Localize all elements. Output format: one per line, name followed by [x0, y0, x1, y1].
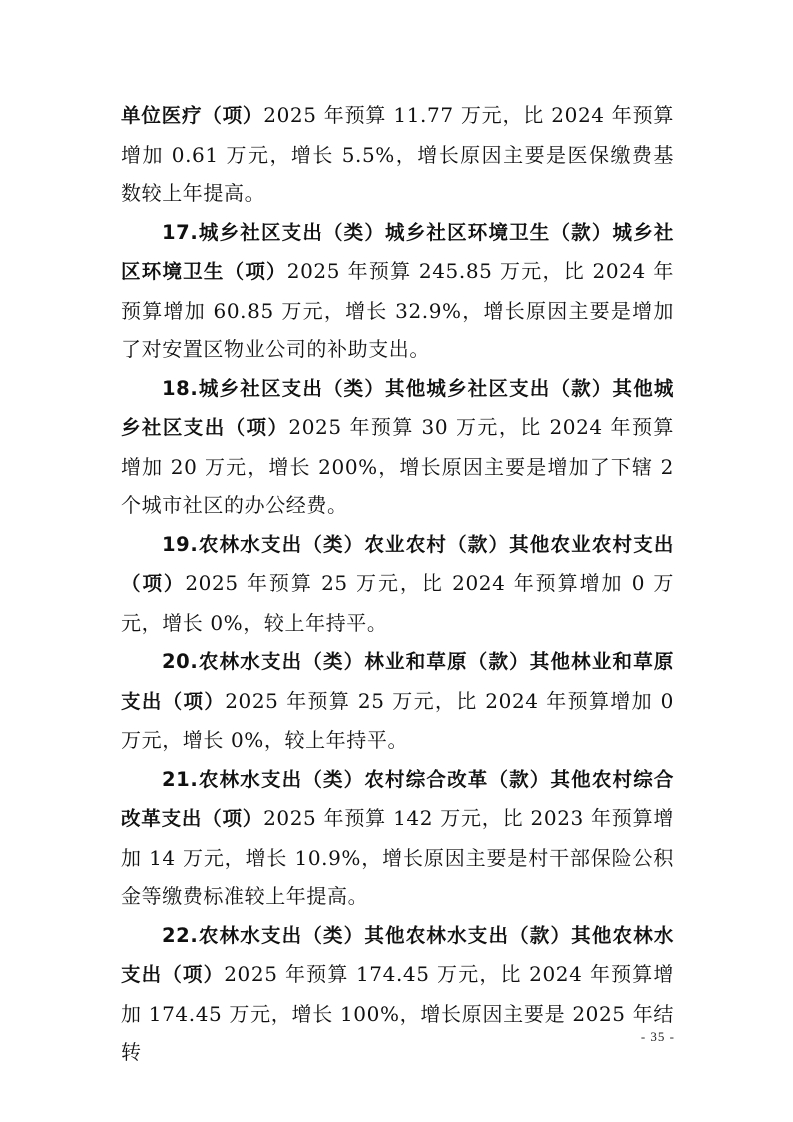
- paragraph-body: 2025 年预算 11.77 万元，比 2024 年预算增加 0.61 万元，增长 5.5%，增长原因主要是医保缴费基数较上年提高。: [121, 103, 675, 205]
- page-content: [121, 96, 674, 1072]
- page-number: - 35 -: [640, 1029, 675, 1044]
- paragraph-19: [121, 525, 674, 643]
- paragraph-body: 2025 年预算 30 万元，比 2024 年预算增加 20 万元，增长 200%，增长原因主要是增加了下辖 2 个城市社区的办公经费。: [121, 415, 674, 517]
- paragraph-body: 2025 年预算 174.45 万元，比 2024 年预算增加 174.45 万元，增长 100%，增长原因主要是 2025 年结转: [121, 962, 674, 1064]
- paragraph-heading: 20.农林水支出（类）林业和草原（款）其他林业和草原支出（项）: [121, 650, 674, 713]
- paragraph-18: [121, 369, 674, 525]
- paragraph-17: [121, 213, 674, 369]
- paragraph-heading: 19.农林水支出（类）农业农村（款）其他农业农村支出（项）: [121, 532, 674, 595]
- paragraph-21: [121, 760, 674, 916]
- paragraph-heading: 18.城乡社区支出（类）其他城乡社区支出（款）其他城乡社区支出（项）: [121, 376, 674, 439]
- paragraph-heading: 21.农林水支出（类）农村综合改革（款）其他农村综合改革支出（项）: [121, 767, 674, 830]
- paragraph-22: [121, 916, 674, 1072]
- paragraph-heading: 单位医疗（项）: [121, 104, 264, 127]
- paragraph-body: 2025 年预算 25 万元，比 2024 年预算增加 0 万元，增长 0%，较上年持平。: [121, 571, 674, 635]
- paragraph-20: [121, 642, 674, 760]
- paragraph-body: 2025 年预算 25 万元，比 2024 年预算增加 0 万元，增长 0%，较上年持平。: [121, 688, 674, 752]
- paragraph-heading: 17.城乡社区支出（类）城乡社区环境卫生（款）城乡社区环境卫生（项）: [121, 220, 674, 283]
- paragraph-body: 2025 年预算 142 万元，比 2023 年预算增加 14 万元，增长 10.9%，增长原因主要是村干部保险公积金等缴费标准较上年提高。: [121, 806, 674, 908]
- paragraph-body: 2025 年预算 245.85 万元，比 2024 年预算增加 60.85 万元，增长 32.9%，增长原因主要是增加了对安置区物业公司的补助支出。: [121, 259, 674, 361]
- paragraph-unit-medical: [121, 96, 674, 213]
- paragraph-heading: 22.农林水支出（类）其他农林水支出（款）其他农林水支出（项）: [121, 923, 674, 986]
